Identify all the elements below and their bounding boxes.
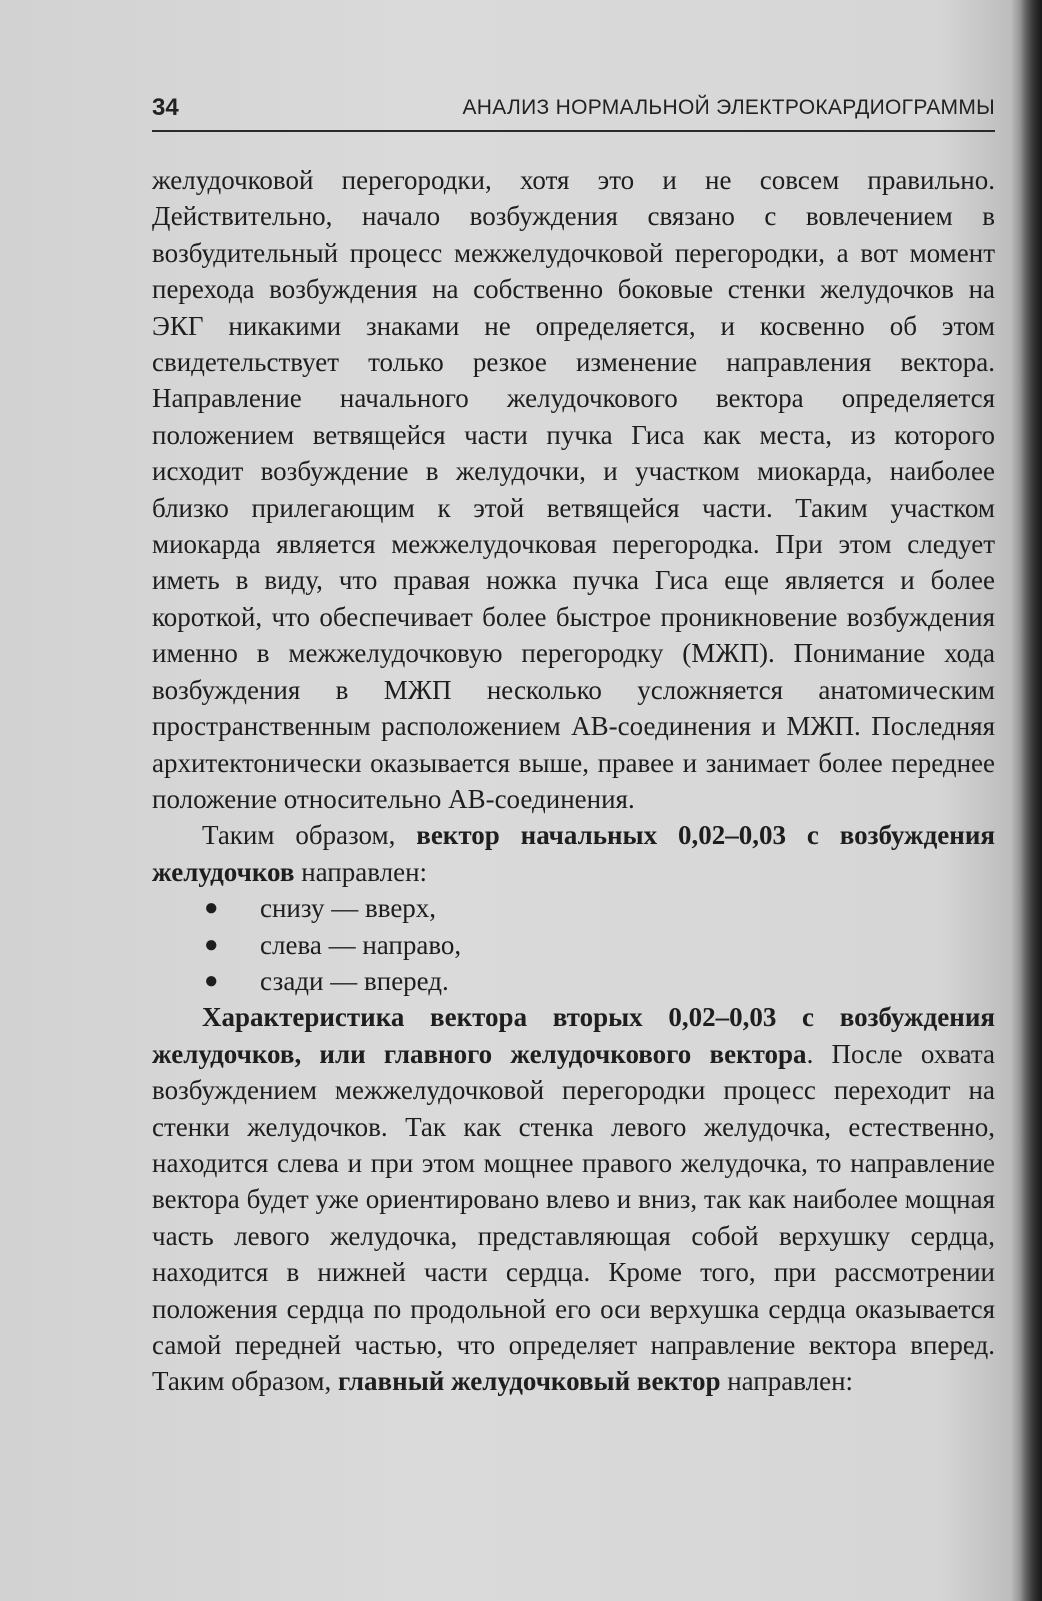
paragraph-3-body: . После охвата возбуждением межжелудочковой перегородки процесс переходит на стенки желудочков. Так как стенка левого желудочка, естественно, находится слева и при этом мощнее правого желудочка, то направление вектора будет уже ориентировано влево и вниз, так как наиболее мощная часть левого желудочка, представляющая собой верхушку сердца, находится в нижней части сердца. Кроме того, при рассмотрении положения сердца по продольной его оси верхушка сердца оказывается самой передней частью, что определяет направление вектора вперед. Таким образом, [152, 1038, 996, 1397]
list-item-text: слева — направо, [260, 929, 462, 960]
list-item [152, 927, 995, 963]
list-item [152, 963, 995, 999]
paragraph-3-tail: направлен: [720, 1366, 854, 1397]
page-header [152, 94, 995, 132]
bullet-icon: ● [204, 895, 219, 922]
paragraph-2-tail: направлен: [294, 856, 428, 887]
page-edge-shadow [1020, 0, 1042, 1601]
bullet-icon: ● [204, 931, 219, 958]
paragraph-3 [152, 999, 995, 1399]
page-number: 34 [152, 94, 179, 121]
list-item [152, 890, 995, 926]
paragraph-2-bold: вектор начальных 0,02–0,03 с возбуждения желудочков [152, 820, 995, 887]
bullet-icon: ● [204, 967, 219, 994]
paragraph-3-bold-2: главный желудочковый вектор [338, 1366, 721, 1397]
paragraph-3-heading: Характеристика вектора вторых 0,02–0,03 с возбуждения желудочков, или главного желудочкового вектора [152, 1002, 995, 1069]
direction-list [152, 890, 995, 999]
running-title: АНАЛИЗ НОРМАЛЬНОЙ ЭЛЕКТРОКАРДИОГРАММЫ [462, 96, 995, 119]
body-text [152, 162, 995, 1400]
paragraph-2-lead: Таким образом, [202, 820, 417, 851]
list-item-text: снизу — вверх, [260, 893, 437, 924]
paragraph-2 [152, 817, 995, 890]
list-item-text: сзади — вперед. [260, 965, 449, 996]
paragraph-1: желудочковой перегородки, хотя это и не совсем правильно. Действительно, начало возбуждения связано с вовлечением в возбудительный процесс межжелудочковой перегородки, а вот момент перехода возбуждения на собственно боковые стенки желудочков на ЭКГ никакими знаками не определяется, и косвенно об этом свидетельствует только резкое изменение направления вектора. Направление начального желудочкового вектора определяется положением ветвящейся части пучка Гиса как места, из которого исходит возбуждение в желудочки, и участком миокарда, наиболее близко прилегающим к этой ветвящейся части. Таким участком миокарда является межжелудочковая перегородка. При этом следует иметь в виду, что правая ножка пучка Гиса еще является и более короткой, что обеспечивает более быстрое проникновение возбуждения именно в межжелудочковую перегородку (МЖП). Понимание хода возбуждения в МЖП несколько усложняется анатомическим пространственным расположением АВ-соединения и МЖП. Последняя архитектонически оказывается выше, правее и занимает более переднее положение относительно АВ-соединения. [152, 165, 995, 814]
